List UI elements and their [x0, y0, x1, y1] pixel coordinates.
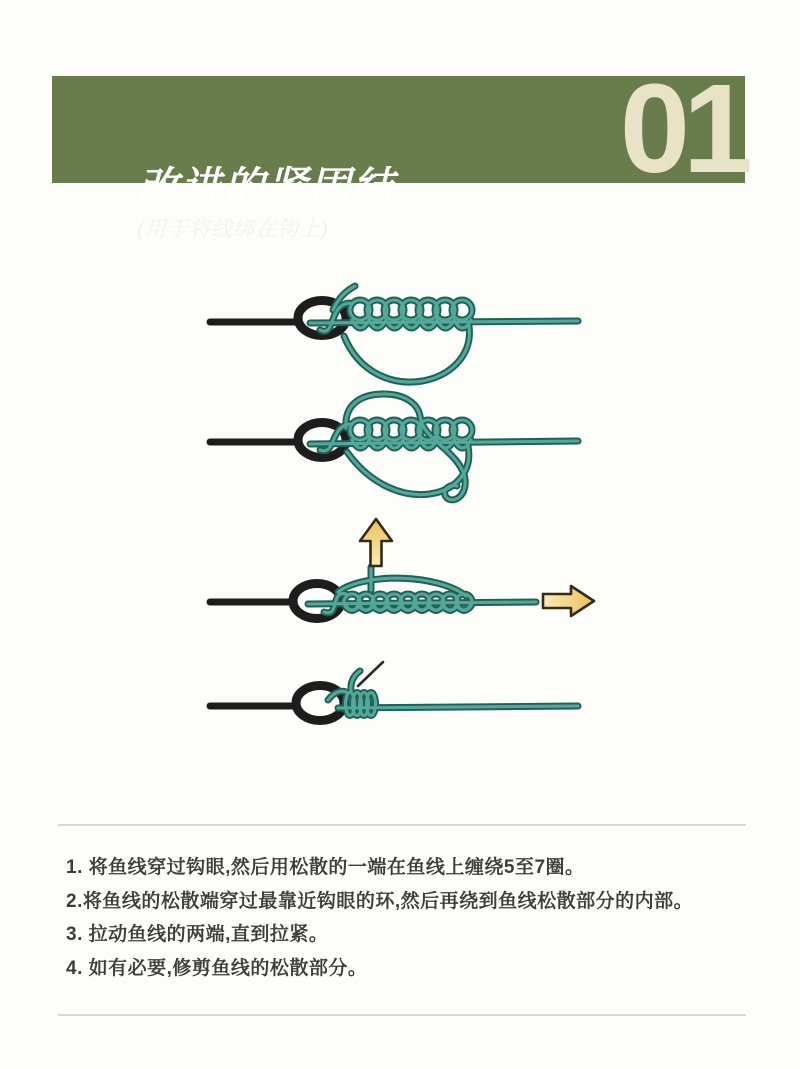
instruction-steps — [66, 851, 746, 985]
instruction-step: 3. 拉动鱼线的两端,直到拉紧。 — [66, 924, 329, 945]
fishing-line-teal-highlight — [308, 567, 536, 613]
divider-line — [58, 1014, 746, 1016]
hook-eye — [293, 584, 341, 619]
page-subtitle: (用于将线绑在钩上) — [137, 218, 329, 241]
knot-step-1-diagram — [210, 286, 578, 382]
hook-eye — [298, 301, 346, 336]
pull-up-arrow-icon — [360, 519, 392, 566]
knot-step-3-diagram — [210, 519, 594, 619]
instruction-step: 2.将鱼线的松散端穿过最靠近钩眼的环,然后再绕到鱼线松散部分的内部。 — [66, 890, 694, 912]
fishing-line-teal — [328, 671, 578, 716]
hook-eye — [296, 686, 344, 721]
instruction-step: 4. 如有必要,修剪鱼线的松散部分。 — [66, 957, 368, 979]
fishing-line-teal — [310, 394, 578, 500]
knot-step-4-diagram — [210, 662, 578, 721]
section-number: 01 — [619, 58, 746, 199]
instruction-step: 1. 将鱼线穿过钩眼,然后用松散的一端在鱼线上缠绕5至7圈。 — [66, 857, 585, 878]
trim-cut-mark — [358, 662, 383, 686]
pull-right-arrow-icon — [543, 586, 594, 616]
fishing-line-teal-highlight — [310, 394, 578, 500]
fishing-line-teal — [308, 567, 536, 613]
divider-line — [58, 824, 746, 826]
fishing-line-teal-highlight — [310, 286, 578, 382]
fishing-line-teal — [310, 286, 578, 382]
hook-eye — [298, 423, 346, 458]
page-title: 改进的紧固结 — [138, 165, 396, 209]
knot-step-2-diagram — [210, 394, 578, 500]
fishing-line-teal-highlight — [328, 671, 578, 716]
